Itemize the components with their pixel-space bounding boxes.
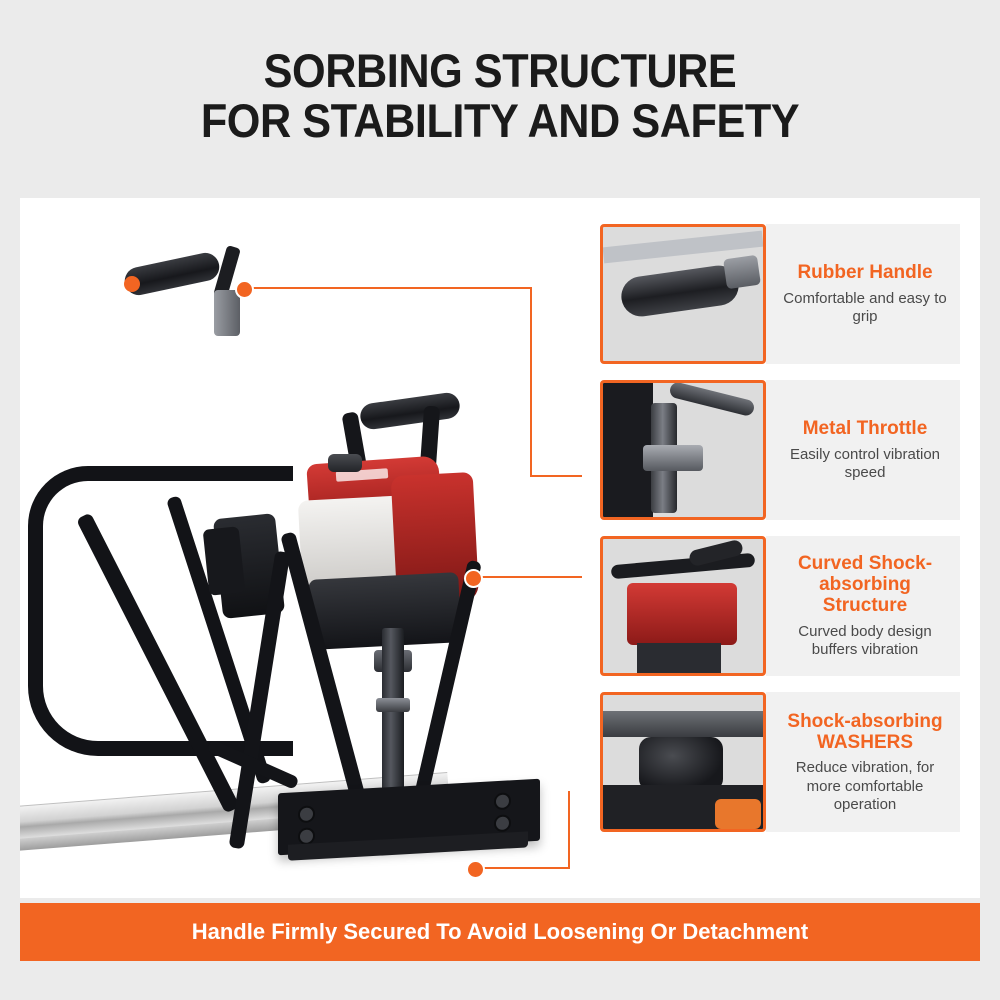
- footer-text: Handle Firmly Secured To Avoid Loosening Or Detachment: [191, 919, 809, 944]
- vibrator-shaft: [382, 628, 404, 813]
- thumb-grip-clamp: [723, 255, 761, 289]
- base-plate-bolt: [494, 792, 511, 810]
- rubber-handle-grip: [122, 250, 222, 297]
- thumb-rubber-grip: [619, 263, 741, 319]
- curved-structure-thumbnail: [600, 536, 766, 676]
- callout-title: Rubber Handle: [797, 262, 933, 284]
- connector-line-to-throttle-card: [530, 475, 582, 477]
- grip-end-cap: [124, 276, 140, 292]
- callout-title: Curved Shock-absorbing Structure: [797, 553, 933, 617]
- headline-line-1: SORBING STRUCTURE: [263, 44, 737, 97]
- callout-text: [766, 224, 960, 364]
- connector-line-to-structure-card: [470, 576, 582, 578]
- thumb-engine-body: [627, 583, 737, 645]
- callout-text: [766, 692, 960, 832]
- callout-description: Curved body design buffers vibration: [798, 623, 932, 659]
- thumb-shock-washer: [639, 737, 723, 791]
- product-image: [20, 198, 600, 898]
- connector-line-horizontal-top: [242, 287, 532, 289]
- headline-line-2: FOR STABILITY AND SAFETY: [200, 94, 800, 148]
- callout-title: Shock-absorbing WASHERS: [787, 710, 943, 753]
- air-filter-cover: [203, 526, 246, 595]
- connector-line-to-washers-card: [472, 867, 570, 869]
- hotspot-curved-structure[interactable]: [464, 569, 483, 588]
- base-plate-bolt: [494, 814, 511, 832]
- hotspot-washers[interactable]: [466, 860, 485, 879]
- base-plate-bolt: [298, 827, 315, 845]
- callout-description: Easily control vibration speed: [789, 446, 941, 482]
- callout-title: Metal Throttle: [802, 418, 928, 440]
- thumb-orange-accent: [715, 799, 761, 829]
- rubber-handle-thumbnail: [600, 224, 766, 364]
- callout-text: [766, 536, 960, 676]
- thumb-metal-plate: [603, 711, 763, 737]
- secondary-handle-grip: [359, 391, 462, 431]
- mounting-base-plate: [278, 779, 540, 856]
- washers-thumbnail: [600, 692, 766, 832]
- connector-line-vertical-bottom: [568, 791, 570, 869]
- callout-text: [766, 380, 960, 520]
- base-plate-bolt: [298, 805, 315, 823]
- hotspot-rubber-handle[interactable]: [235, 280, 254, 299]
- content-stage: [20, 198, 980, 898]
- callout-card-washers[interactable]: [600, 692, 960, 832]
- callout-list: [600, 198, 980, 898]
- callout-description: Reduce vibration, for more comfortable operation: [795, 759, 935, 814]
- callout-description: Comfortable and easy to grip: [783, 290, 947, 326]
- thumb-throttle-lever: [668, 381, 755, 417]
- connector-line-vertical-top: [530, 287, 532, 477]
- fuel-cap: [328, 454, 362, 472]
- page-title: [0, 46, 1000, 147]
- thumb-throttle-clamp: [643, 445, 703, 471]
- callout-card-curved-structure[interactable]: [600, 536, 960, 676]
- shaft-collar-lower: [376, 698, 410, 712]
- callout-card-metal-throttle[interactable]: [600, 380, 960, 520]
- metal-throttle-thumbnail: [600, 380, 766, 520]
- footer-banner: [20, 903, 980, 961]
- thumb-engine-base: [637, 643, 721, 673]
- callout-card-rubber-handle[interactable]: [600, 224, 960, 364]
- throttle-housing: [214, 290, 240, 336]
